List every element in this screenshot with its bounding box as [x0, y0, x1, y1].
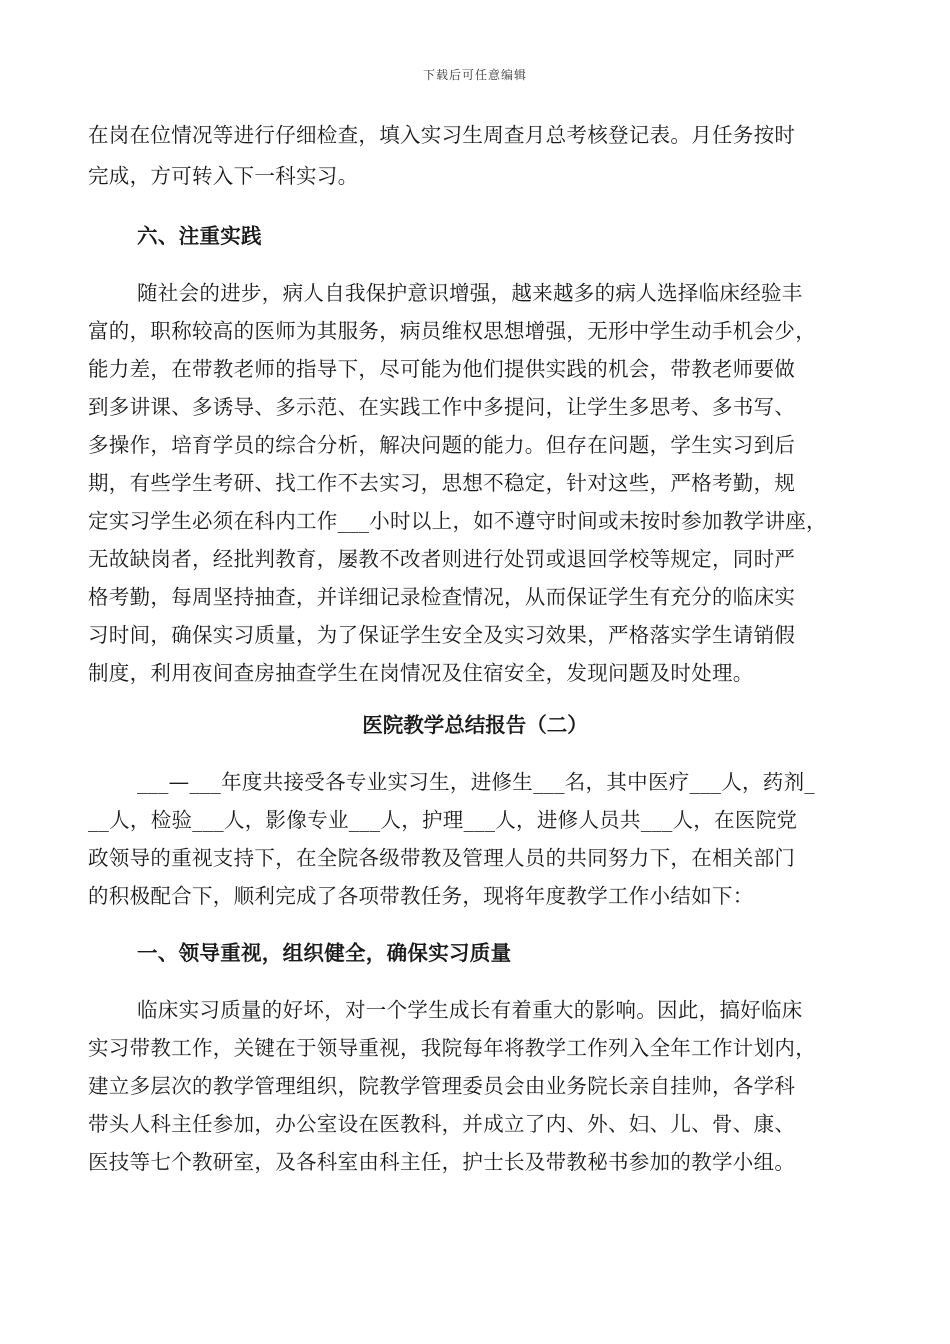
paragraph-line: 在岗在位情况等进行仔细检查，填入实习生周查月总考核登记表。月任务按时	[88, 123, 796, 147]
paragraph-line: 随社会的进步，病人自我保护意识增强，越来越多的病人选择临床经验丰	[137, 281, 803, 305]
paragraph-line: 富的，职称较高的医师为其服务，病员维权思想增强，无形中学生动手机会少，	[88, 319, 816, 343]
paragraph-line: 带头人科主任参加，办公室设在医教科，并成立了内、外、妇、儿、骨、康、	[88, 1112, 796, 1136]
section-heading-one: 一、领导重视，组织健全，确保实习质量	[137, 941, 512, 965]
paragraph-line: 格考勤，每周坚持抽查，并详细记录检查情况，从而保证学生有充分的临床实	[88, 585, 796, 609]
paragraph-line: 期，有些学生考研、找工作不去实习，思想不稳定，针对这些，严格考勤，规	[88, 471, 796, 495]
paragraph-line: 的积极配合下，顺利完成了各项带教任务，现将年度教学工作小结如下：	[88, 884, 754, 908]
paragraph-line: 临床实习质量的好坏，对一个学生成长有着重大的影响。因此，搞好临床	[137, 998, 803, 1022]
paragraph-line: 建立多层次的教学管理组织，院教学管理委员会由业务院长亲自挂帅，各学科	[88, 1074, 796, 1098]
paragraph-line: 定实习学生必须在科内工作___小时以上，如不遵守时间或未按时参加教学讲座，	[88, 509, 827, 533]
paragraph-line: 实习带教工作，关键在于领导重视，我院每年将教学工作列入全年工作计划内，	[88, 1036, 816, 1060]
paragraph-line: 完成，方可转入下一科实习。	[88, 164, 359, 188]
paragraph-line: 制度，利用夜间查房抽查学生在岗情况及住宿安全，发现问题及时处理。	[88, 661, 754, 685]
paragraph-line: ___—___年度共接受各专业实习生，进修生___名，其中医疗___人，药剂_	[137, 770, 815, 794]
paragraph-line: 医技等七个教研室，及各科室由科主任，护士长及带教秘书参加的教学小组。	[88, 1150, 796, 1174]
paragraph-line: 政领导的重视支持下，在全院各级带教及管理人员的共同努力下，在相关部门	[88, 846, 796, 870]
paragraph-line: __人，检验___人，影像专业___人，护理___人，进修人员共___人，在医院党	[88, 808, 798, 832]
paragraph-line: 无故缺岗者，经批判教育，屡教不改者则进行处罚或退回学校等规定，同时严	[88, 547, 796, 571]
paragraph-line: 到多讲课、多诱导、多示范、在实践工作中多提问，让学生多思考、多书写、	[88, 395, 796, 419]
section-heading-six: 六、注重实践	[137, 224, 262, 248]
paragraph-line: 习时间，确保实习质量，为了保证学生安全及实习效果，严格落实学生请销假	[88, 623, 796, 647]
paragraph-line: 能力差，在带教老师的指导下，尽可能为他们提供实践的机会，带教老师要做	[88, 357, 796, 381]
paragraph-line: 多操作，培育学员的综合分析，解决问题的能力。但存在问题，学生实习到后	[88, 433, 796, 457]
page-header-watermark: 下载后可任意编辑	[422, 68, 527, 82]
report-title: 医院教学总结报告（二）	[362, 713, 588, 737]
